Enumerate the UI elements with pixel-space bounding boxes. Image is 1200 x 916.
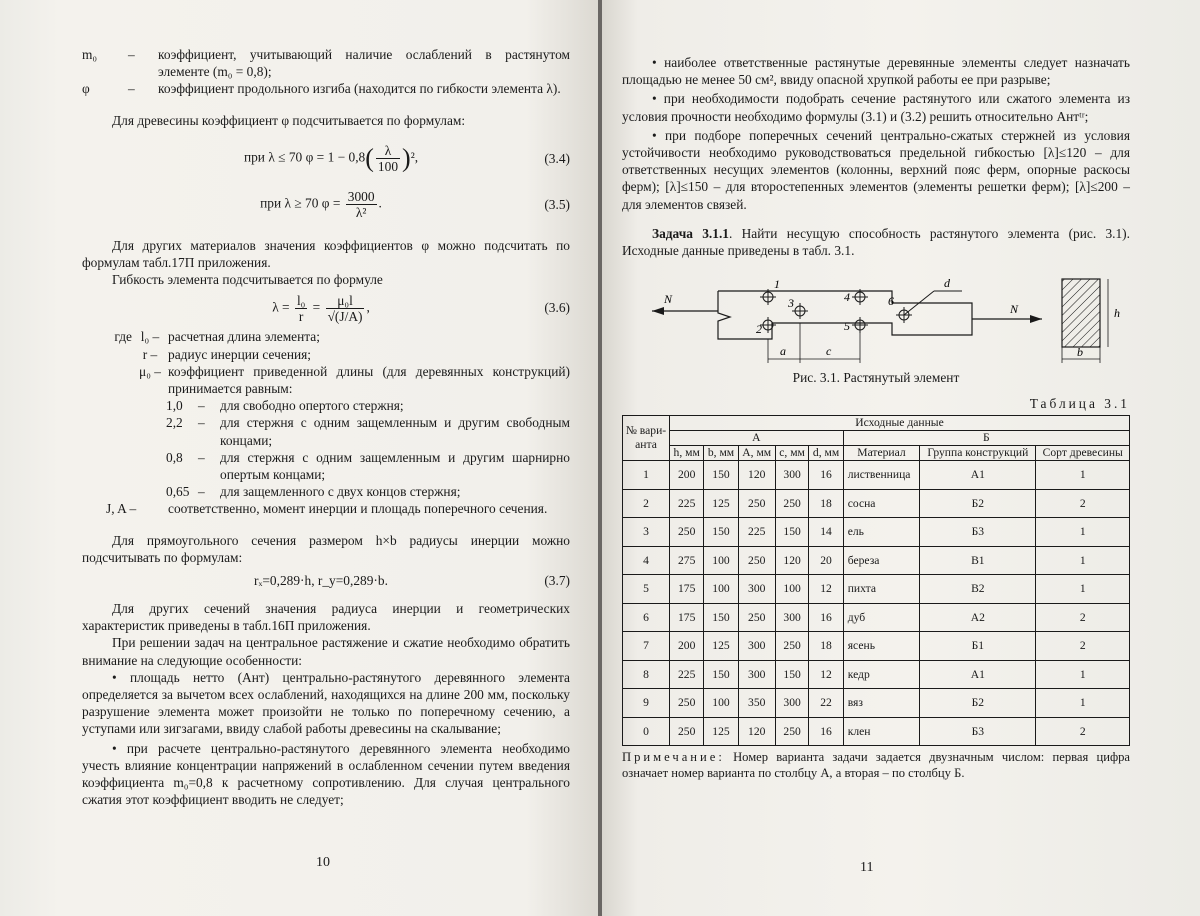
table-cell: 120 — [775, 546, 809, 575]
table-cell: 3 — [623, 518, 670, 547]
table-row — [623, 518, 1130, 547]
table-note — [622, 749, 1130, 781]
table-caption: Таблица 3.1 — [1029, 396, 1130, 412]
table-cell: 2 — [1036, 489, 1130, 518]
table-cell: 125 — [704, 717, 738, 746]
table-cell: Б3 — [920, 518, 1036, 547]
definition-dash: – — [128, 47, 135, 62]
formula-3-4: при λ ≤ 70 φ = 1 − 0,8( $\frac{\lambda}{100}$ )², (3.4) — [243, 143, 570, 175]
table-cell: 1 — [1036, 546, 1130, 575]
definition-dash: – — [128, 81, 135, 97]
table-cell: В2 — [920, 575, 1036, 604]
where-item — [82, 328, 570, 345]
table-cell: А1 — [920, 660, 1036, 689]
table-cell: ясень — [843, 632, 920, 661]
formula-3-6-pre: λ = — [272, 299, 293, 315]
where-text: коэффициент приведенной длины (для деревянных конструкций) принимается равным: — [168, 363, 570, 397]
table-cell: 14 — [809, 518, 843, 547]
table-cell: 18 — [809, 489, 843, 518]
table-cell: 150 — [704, 518, 738, 547]
formula-3-4-den: 100 — [377, 159, 399, 175]
table-cell: 250 — [738, 489, 775, 518]
formula-3-5-den: λ² — [355, 205, 367, 221]
mu-dash: – — [198, 484, 205, 500]
where-ja-text: соответственно, момент инерции и площадь поперечного сечения. — [168, 501, 548, 517]
where-item — [82, 346, 570, 363]
figure-3-1 — [622, 263, 1130, 369]
table-row — [623, 717, 1130, 746]
table-cell: 7 — [623, 632, 670, 661]
mu-dash: – — [198, 449, 205, 465]
bullet-slenderness-limits: • при подборе поперечных сечений центрально-сжатых стержней из условия устойчивости необходимо руководствоваться предельной гибкостью [λ]≤120 – для ответственных несущих элементов (колонны, верхний пояс ферм, опорные раскосы ферм); [λ]≤150 – для второстепенных элементов (элементы решетки ферм); [λ]≤200 – для элементов связей. — [622, 127, 1130, 212]
definition-text: коэффициент продольного изгиба (находится по гибкости элемента λ). — [158, 81, 561, 97]
table-cell: береза — [843, 546, 920, 575]
label-hole-1: 1 — [774, 277, 780, 292]
table-cell: 100 — [704, 546, 738, 575]
mu-item — [82, 449, 570, 483]
table-cell: А2 — [920, 603, 1036, 632]
table-cell: 12 — [809, 575, 843, 604]
label-b: b — [1077, 345, 1083, 360]
table-cell: 8 — [623, 660, 670, 689]
bullet-section-selection: • при необходимости подобрать сечение растянутого или сжатого элемента из условия прочности необходимо формулы (3.1) и (3.2) решить относительно Aнтᵗʳ; — [622, 91, 1130, 124]
table-cell: А1 — [920, 461, 1036, 490]
cross-section — [1062, 279, 1100, 347]
table-cell: 150 — [704, 603, 738, 632]
left-page — [0, 0, 598, 916]
table-cell: 300 — [738, 632, 775, 661]
mu-text: для защемленного с двух концов стержня; — [220, 484, 461, 500]
mu-text: для стержня с одним защемленным и другим шарнирно опертым концами; — [220, 449, 570, 483]
table-row — [623, 689, 1130, 718]
bullet-min-area: • наиболее ответственные растянутые деревянные элементы следует назначать площадью не менее 50 см², ввиду опасной хрупкой работы ее при разрыве; — [622, 55, 1130, 88]
table-cell: 120 — [738, 461, 775, 490]
table-cell: 2 — [1036, 632, 1130, 661]
table-cell: 150 — [704, 660, 738, 689]
mu-item — [82, 483, 570, 500]
table-cell: пихта — [843, 575, 920, 604]
column-header: c, мм — [775, 446, 809, 461]
table-cell: 100 — [775, 575, 809, 604]
table-cell: 6 — [623, 603, 670, 632]
where-item-ja — [82, 500, 570, 517]
formula-3-6-num1: l₀ — [296, 292, 306, 308]
label-hole-6: 6 — [888, 294, 894, 309]
formula-3-6-number: (3.6) — [544, 300, 570, 316]
mu-text: для свободно опертого стержня; — [220, 398, 404, 414]
formula-3-5-pre: при λ ≥ 70 φ = — [260, 195, 344, 211]
table-cell: 2 — [623, 489, 670, 518]
bullet-net-area: • площадь нетто (Aнт) центрально-растянутого деревянного элемента определяется за вычетом всех ослаблений, находящихся на длине 200 мм, поскольку разрушение элемента может произойти не только по поперечному сечению, а уступами или зигзагами, ввиду слабой работы древесины на скалывание; — [82, 669, 570, 737]
task-label: Задача 3.1.1 — [652, 225, 729, 241]
figure-caption: Рис. 3.1. Растянутый элемент — [792, 370, 960, 386]
definition-symbol: m₀ — [82, 47, 98, 62]
label-h: h — [1114, 306, 1120, 321]
table-cell: 175 — [670, 603, 704, 632]
formula-3-4-number: (3.4) — [544, 150, 570, 166]
where-text: расчетная длина элемента; — [168, 329, 320, 345]
table-cell: 12 — [809, 660, 843, 689]
table-cell: 9 — [623, 689, 670, 718]
table-cell: 1 — [623, 461, 670, 490]
table-cell: 250 — [670, 689, 704, 718]
where-ja-symbol: J, A – — [106, 501, 137, 517]
paragraph-other-sections: Для других сечений значения радиуса инерции и геометрических характеристик приведены в табл.16П приложения. — [82, 601, 570, 634]
table-cell: 250 — [775, 632, 809, 661]
table-cell: 0 — [623, 717, 670, 746]
formula-3-5 — [82, 185, 570, 225]
table-cell: 100 — [704, 575, 738, 604]
where-symbol: μ₀ – — [139, 363, 161, 379]
where-text: радиус инерции сечения; — [168, 346, 312, 362]
task-text: . Найти несущую способность растянутого элемента (рис. 3.1). Исходные данные приведены в табл. 3.1. — [622, 225, 1130, 259]
paragraph-rectangular-section: Для прямоугольного сечения размером h×b радиусы инерции можно подсчитывать по формулам: — [82, 532, 570, 565]
mu-item — [82, 397, 570, 414]
label-hole-5: 5 — [844, 319, 850, 334]
table-row — [623, 660, 1130, 689]
table-cell: 1 — [1036, 461, 1130, 490]
paragraph-slenderness: Гибкость элемента подсчитывается по формуле — [112, 272, 383, 288]
table-cell: 16 — [809, 603, 843, 632]
formula-3-4-pre: при λ ≤ 70 φ = 1 − 0,8 — [243, 149, 366, 165]
table-cell: Б1 — [920, 632, 1036, 661]
definition-symbol: φ — [82, 81, 90, 97]
table-cell: сосна — [843, 489, 920, 518]
table-cell: 16 — [809, 717, 843, 746]
table-cell: 225 — [670, 489, 704, 518]
label-hole-2: 2 — [756, 322, 762, 337]
table-cell: 18 — [809, 632, 843, 661]
formula-3-7 — [82, 566, 570, 596]
source-data-table — [622, 415, 1130, 746]
table-cell: дуб — [843, 603, 920, 632]
table-cell: 350 — [738, 689, 775, 718]
table-row — [623, 489, 1130, 518]
formula-3-6-den1: r — [298, 308, 304, 324]
note-text: Номер варианта задачи задается двузначным числом: первая цифра означает номер варианта по столбцу А, а вторая – по столбцу Б. — [622, 750, 1130, 781]
page-number-left: 10 — [316, 855, 330, 870]
paragraph-phi-intro: Для древесины коэффициент φ подсчитывается по формулам: — [112, 112, 466, 128]
table-cell: лиственница — [843, 461, 920, 490]
table-cell: 150 — [775, 518, 809, 547]
mu-dash: – — [198, 398, 205, 414]
definition-item — [82, 80, 570, 97]
page-number-right: 11 — [860, 860, 874, 875]
table-cell: вяз — [843, 689, 920, 718]
table-body — [623, 461, 1130, 746]
mu-item — [82, 414, 570, 448]
definitions-list — [82, 46, 570, 98]
th-source-data: Исходные данные — [670, 416, 1130, 431]
table-cell: 275 — [670, 546, 704, 575]
table-cell: 100 — [704, 689, 738, 718]
table-cell: 1 — [1036, 575, 1130, 604]
table-cell: 225 — [670, 660, 704, 689]
column-headers — [623, 446, 1130, 461]
note-label: Примечание: — [622, 750, 725, 765]
column-header: h, мм — [670, 446, 704, 461]
formula-3-5-num: 3000 — [347, 189, 375, 205]
mu-value: 2,2 — [166, 415, 183, 431]
right-page — [602, 0, 1200, 916]
mu-value: 1,0 — [166, 398, 183, 414]
table-cell: клен — [843, 717, 920, 746]
table-cell: 300 — [775, 689, 809, 718]
table-cell: 250 — [738, 603, 775, 632]
formula-3-4-num: λ — [376, 143, 400, 159]
arrow-left-icon — [652, 307, 664, 315]
th-variant: № вари-анта — [623, 416, 670, 461]
table-cell: 225 — [738, 518, 775, 547]
label-c: c — [826, 344, 832, 359]
table-cell: Б3 — [920, 717, 1036, 746]
table-cell: 175 — [670, 575, 704, 604]
arrow-right-icon — [1030, 315, 1042, 323]
where-item — [82, 363, 570, 397]
label-a: a — [780, 344, 786, 359]
table-row — [623, 546, 1130, 575]
task-paragraph — [622, 225, 1130, 259]
where-symbol: r – — [142, 346, 158, 362]
table-cell: 200 — [670, 632, 704, 661]
table-cell: 300 — [775, 461, 809, 490]
column-header: Сорт древесины — [1036, 446, 1130, 461]
table-cell: 150 — [775, 660, 809, 689]
table-cell: Б2 — [920, 489, 1036, 518]
formula-3-6-num2: μ₀l — [326, 293, 365, 309]
formula-3-7-body: rₓ=0,289·h, r_y=0,289·b. — [254, 573, 388, 589]
column-header: Группа конструкций — [920, 446, 1036, 461]
column-header: b, мм — [704, 446, 738, 461]
formula-3-6-den2: √(J/A) — [327, 308, 363, 324]
table-row — [623, 632, 1130, 661]
formula-3-5-post: . — [378, 195, 382, 211]
table-cell: ель — [843, 518, 920, 547]
table-cell: 1 — [1036, 660, 1130, 689]
table-row — [623, 575, 1130, 604]
mu-value: 0,8 — [166, 449, 183, 465]
table-cell: В1 — [920, 546, 1036, 575]
where-word — [82, 346, 132, 363]
paragraph-features: При решении задач на центральное растяжение и сжатие необходимо обратить внимание на следующие особенности: — [82, 635, 570, 668]
table-cell: 1 — [1036, 518, 1130, 547]
table-cell: 150 — [704, 461, 738, 490]
table-cell: кедр — [843, 660, 920, 689]
mu-values-list — [82, 397, 570, 500]
th-group-b: Б — [843, 431, 1129, 446]
table-cell: 300 — [738, 660, 775, 689]
table-cell: 300 — [738, 575, 775, 604]
table-row — [623, 603, 1130, 632]
table-cell: 250 — [738, 546, 775, 575]
table-cell: 250 — [670, 717, 704, 746]
bullet-stress-concentration: • при расчете центрально-растянутого деревянного элемента необходимо учесть влияние концентрации напряжений в ослабленном сечении путем введения коэффициента m₀=0,8 к расчетному сопротивлению. Для случая центрального сжатия этот коэффициент вводить не следует; — [82, 740, 570, 808]
where-word: где — [114, 329, 132, 345]
th-group-a: А — [670, 431, 844, 446]
formula-3-4-post: ², — [410, 149, 419, 165]
table-cell: 20 — [809, 546, 843, 575]
table-cell: 125 — [704, 489, 738, 518]
table-cell: Б2 — [920, 689, 1036, 718]
definition-item — [82, 46, 570, 80]
where-symbol: l₀ – — [140, 329, 160, 345]
table-cell: 16 — [809, 461, 843, 490]
paragraph-other-materials: Для других материалов значения коэффициентов φ можно подсчитать по формулам табл.17П приложения. — [82, 237, 570, 271]
column-header: d, мм — [809, 446, 843, 461]
formula-3-5-number: (3.5) — [544, 196, 570, 212]
mu-value: 0,65 — [166, 484, 190, 500]
tension-element-drawing — [622, 263, 1130, 369]
where-list — [82, 328, 570, 397]
table-row — [623, 461, 1130, 490]
table-cell: 5 — [623, 575, 670, 604]
table-cell: 4 — [623, 546, 670, 575]
label-hole-3: 3 — [788, 296, 794, 311]
formula-3-6 — [82, 288, 570, 328]
column-header: A, мм — [738, 446, 775, 461]
table-cell: 300 — [775, 603, 809, 632]
table-cell: 125 — [704, 632, 738, 661]
table-cell: 200 — [670, 461, 704, 490]
table-cell: 1 — [1036, 689, 1130, 718]
table-cell: 250 — [775, 717, 809, 746]
formula-3-6-mid: = — [309, 299, 324, 315]
mu-dash: – — [198, 415, 205, 431]
table-cell: 250 — [670, 518, 704, 547]
table-cell: 2 — [1036, 603, 1130, 632]
label-hole-4: 4 — [844, 290, 850, 305]
mu-text: для стержня с одним защемленным и другим свободным концами; — [220, 415, 570, 448]
table-cell: 250 — [775, 489, 809, 518]
formula-3-7-number: (3.7) — [544, 573, 570, 589]
column-header: Материал — [843, 446, 920, 461]
formula-3-6-post: , — [366, 299, 370, 315]
table-cell: 22 — [809, 689, 843, 718]
where-word — [82, 363, 132, 397]
definition-text: коэффициент, учитывающий наличие ослаблений в растянутом элементе (m₀ = 0,8); — [158, 47, 570, 80]
label-N-right: N — [1010, 302, 1019, 317]
table-cell: 120 — [738, 717, 775, 746]
label-d: d — [944, 276, 950, 291]
table-cell: 2 — [1036, 717, 1130, 746]
label-N-left: N — [664, 292, 673, 307]
